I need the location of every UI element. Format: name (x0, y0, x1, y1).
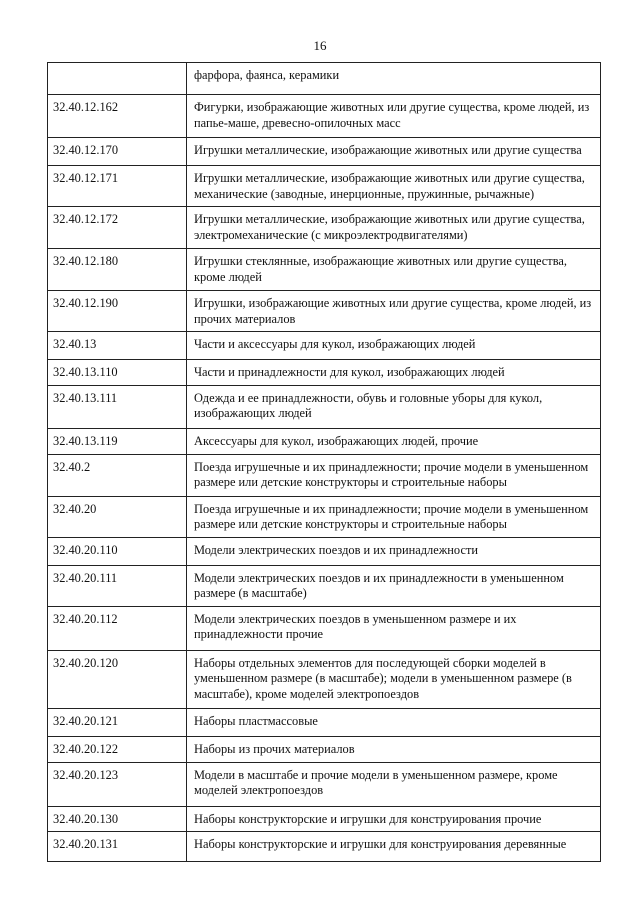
row-code (48, 63, 187, 95)
row-description: фарфора, фаянса, керамики (187, 63, 601, 95)
table-row (48, 428, 601, 454)
table-row (48, 291, 601, 332)
row-code: 32.40.20.110 (48, 537, 187, 565)
table-row (48, 832, 601, 862)
table-row (48, 806, 601, 832)
row-code: 32.40.20.123 (48, 762, 187, 806)
row-description: Игрушки, изображающие животных или другие существа, кроме людей, из прочих материалов (187, 291, 601, 332)
row-description: Игрушки металлические, изображающие животных или другие существа, механические (заводные, инерционные, пружинные, рычажные) (187, 166, 601, 207)
table-row (48, 454, 601, 496)
row-code: 32.40.12.171 (48, 166, 187, 207)
table-row (48, 736, 601, 762)
row-description: Игрушки стеклянные, изображающие животных или другие существа, кроме людей (187, 249, 601, 291)
row-code: 32.40.12.172 (48, 207, 187, 249)
table-row (48, 385, 601, 428)
row-code: 32.40.12.190 (48, 291, 187, 332)
row-description: Одежда и ее принадлежности, обувь и головные уборы для кукол, изображающих людей (187, 385, 601, 428)
table-row (48, 63, 601, 95)
row-code: 32.40.13.110 (48, 360, 187, 386)
table-row (48, 708, 601, 736)
row-description: Модели электрических поездов и их принадлежности в уменьшенном размере (в масштабе) (187, 565, 601, 606)
row-code: 32.40.12.162 (48, 95, 187, 138)
table-row (48, 95, 601, 138)
row-description: Аксессуары для кукол, изображающих людей, прочие (187, 428, 601, 454)
row-code: 32.40.20.111 (48, 565, 187, 606)
row-code: 32.40.20 (48, 496, 187, 537)
page-number: 16 (313, 38, 327, 53)
row-description: Модели электрических поездов в уменьшенном размере и их принадлежности прочие (187, 606, 601, 650)
row-description: Части и принадлежности для кукол, изображающих людей (187, 360, 601, 386)
table-row (48, 332, 601, 360)
row-description: Наборы пластмассовые (187, 708, 601, 736)
table-body (48, 63, 601, 862)
row-description: Наборы отдельных элементов для последующей сборки моделей в уменьшенном размере (в масштабе); модели в уменьшенном размере (в масштабе), кроме моделей электропоездов (187, 650, 601, 708)
row-description: Наборы конструкторские и игрушки для конструирования деревянные (187, 832, 601, 862)
row-code: 32.40.13.119 (48, 428, 187, 454)
row-code: 32.40.20.130 (48, 806, 187, 832)
row-description: Поезда игрушечные и их принадлежности; прочие модели в уменьшенном размере или детские конструкторы и строительные наборы (187, 496, 601, 537)
table-row (48, 207, 601, 249)
row-code: 32.40.13.111 (48, 385, 187, 428)
row-description: Поезда игрушечные и их принадлежности; прочие модели в уменьшенном размере или детские конструкторы и строительные наборы (187, 454, 601, 496)
row-code: 32.40.20.120 (48, 650, 187, 708)
row-description: Игрушки металлические, изображающие животных или другие существа, электромеханические (с микроэлектродвигателями) (187, 207, 601, 249)
row-code: 32.40.13 (48, 332, 187, 360)
classification-table (47, 62, 601, 862)
row-code: 32.40.20.122 (48, 736, 187, 762)
row-description: Фигурки, изображающие животных или другие существа, кроме людей, из папье-маше, древесно-опилочных масс (187, 95, 601, 138)
table-row (48, 606, 601, 650)
row-code: 32.40.12.180 (48, 249, 187, 291)
row-description: Игрушки металлические, изображающие животных или другие существа (187, 138, 601, 166)
table-row (48, 650, 601, 708)
table-row (48, 565, 601, 606)
row-code: 32.40.20.112 (48, 606, 187, 650)
row-code: 32.40.20.121 (48, 708, 187, 736)
table-row (48, 762, 601, 806)
table-row (48, 496, 601, 537)
row-description: Наборы из прочих материалов (187, 736, 601, 762)
table-row (48, 166, 601, 207)
row-description: Модели в масштабе и прочие модели в уменьшенном размере, кроме моделей электропоездов (187, 762, 601, 806)
row-code: 32.40.20.131 (48, 832, 187, 862)
row-description: Части и аксессуары для кукол, изображающих людей (187, 332, 601, 360)
table-row (48, 537, 601, 565)
row-description: Модели электрических поездов и их принадлежности (187, 537, 601, 565)
table-row (48, 138, 601, 166)
table-row (48, 249, 601, 291)
row-description: Наборы конструкторские и игрушки для конструирования прочие (187, 806, 601, 832)
row-code: 32.40.2 (48, 454, 187, 496)
table-row (48, 360, 601, 386)
row-code: 32.40.12.170 (48, 138, 187, 166)
